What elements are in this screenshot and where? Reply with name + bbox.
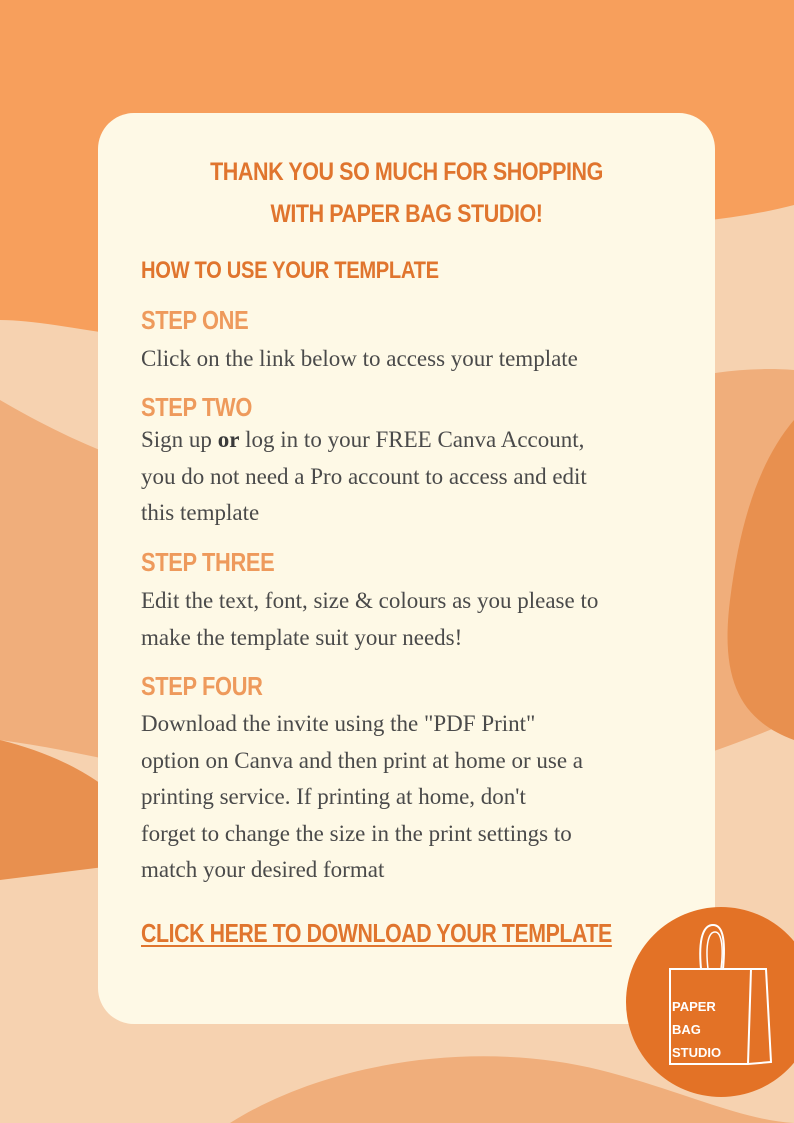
- step-two-line-2: you do not need a Pro account to access and edit: [141, 463, 587, 489]
- step-three-line-2: make the template suit your needs!: [141, 624, 463, 650]
- step-two-line-1: [141, 422, 686, 459]
- thank-you-line-2: WITH PAPER BAG STUDIO!: [270, 200, 543, 228]
- step-two-line-3: this template: [141, 500, 260, 525]
- step-one-title: STEP ONE: [141, 305, 249, 335]
- instruction-card: [98, 113, 715, 1024]
- thank-you-heading: [141, 151, 672, 235]
- step-two-text-bold: or: [217, 427, 240, 452]
- thank-you-line-1: THANK YOU SO MUCH FOR SHOPPING: [210, 158, 603, 186]
- step-one-line-1: Click on the link below to access your template: [141, 346, 578, 371]
- step-three-line-1: Edit the text, font, size & colours as you please to: [141, 588, 599, 613]
- step-two-title: STEP TWO: [141, 392, 252, 422]
- step-four-line-3: printing service. If printing at home, don't: [141, 784, 526, 809]
- step-two-text: [141, 422, 686, 532]
- step-four-text: [141, 706, 686, 889]
- step-four-line-2: option on Canva and then print at home or use a: [141, 747, 584, 773]
- step-four-line-4: forget to change the size in the print settings to: [141, 820, 572, 846]
- logo-line-2: BAG: [672, 1022, 701, 1037]
- step-one-text: [141, 341, 686, 378]
- how-to-heading: HOW TO USE YOUR TEMPLATE: [141, 257, 439, 284]
- step-four-line-5: match your desired format: [141, 857, 385, 882]
- logo-wordmark: [672, 995, 721, 1064]
- step-two-text-before: Sign up: [141, 427, 218, 452]
- paper-bag-studio-logo: [626, 907, 794, 1097]
- step-four-title: STEP FOUR: [141, 671, 263, 701]
- logo-line-3: STUDIO: [672, 1045, 722, 1060]
- step-three-title: STEP THREE: [141, 547, 275, 577]
- logo-line-1: PAPER: [672, 999, 716, 1014]
- step-four-line-1: Download the invite using the "PDF Print": [141, 711, 536, 736]
- step-two-text-after: log in to your FREE Canva Account,: [239, 427, 585, 452]
- download-template-link[interactable]: CLICK HERE TO DOWNLOAD YOUR TEMPLATE: [141, 918, 612, 948]
- step-three-text: [141, 583, 686, 656]
